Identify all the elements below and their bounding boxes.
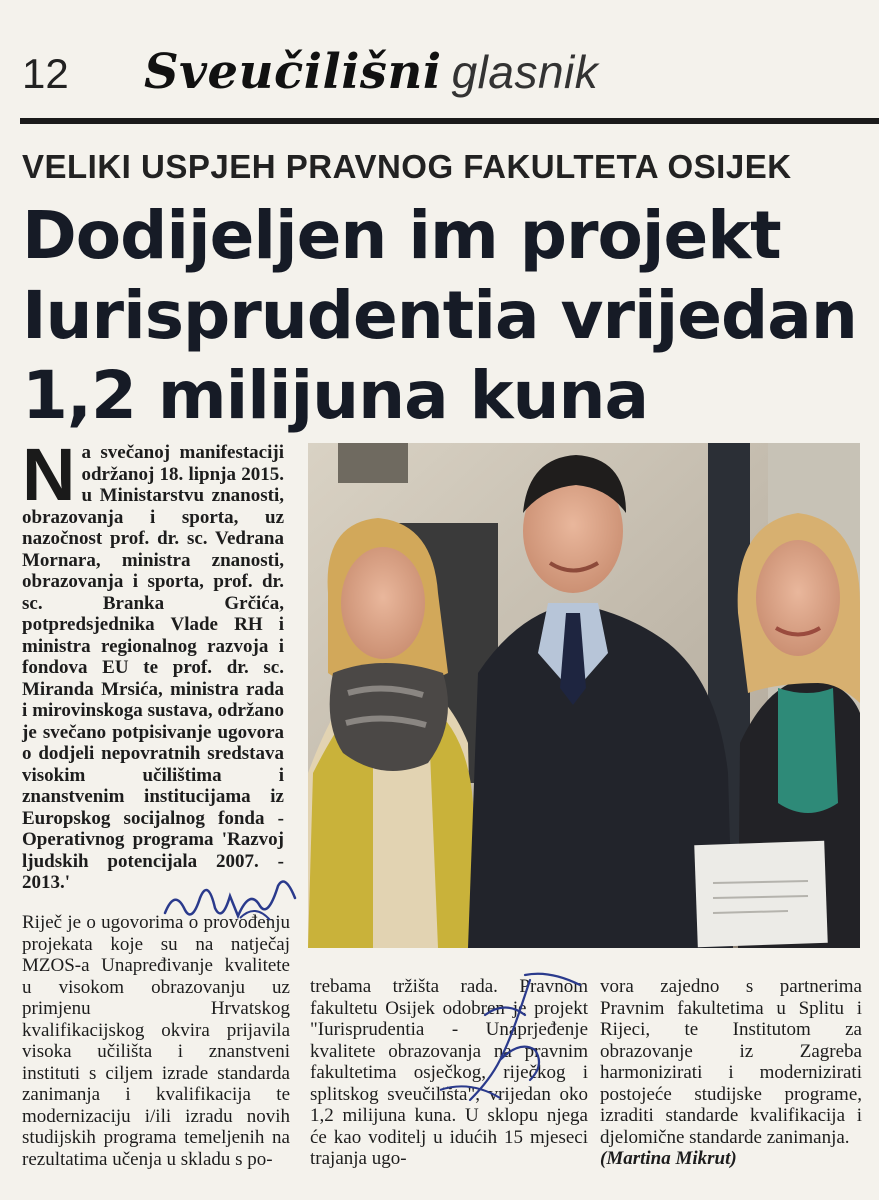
headline-line-2: Iurisprudentia vrijedan [22,277,857,354]
headline-line-1: Dodijeljen im projekt [22,197,781,274]
masthead [22,40,862,110]
lead-text: a svečanoj manifestaciji održanoj 18. lipnja 2015. u Ministarstvu znanosti, obrazovanja i sporta, uz nazočnost prof. dr. sc. Vedrana Mornara, ministra znanosti, obrazovanja i sporta, prof. dr. sc. Branka Grčića, potpredsjednika Vlade RH i ministra regionalnog razvoja i fondova EU te prof. dr. sc. Miranda Mrsića, ministra rada i mirovinskoga sustava, održano je svečano potpisivanje ugovora o dodjeli nepovratnih sredstava visokim učilištima i znanstvenim institucijama iz Europskog socijalnog fonda - Operativnog programa 'Razvoj ljudskih potencijala 2007. - 2013.' [22,442,284,893]
masthead-rule [20,118,879,124]
article-headline [22,196,872,436]
byline: (Martina Mikrut) [600,1148,737,1169]
lead-paragraph [22,433,284,894]
publication-title-bold: Sveučilišni [144,44,442,100]
column-2-text: trebama tržišta rada. Pravnom fakultetu Osijek odobren je projekt "Iurisprudentia - Unaprjeđenje kvalitete obrazovanja na pravnim fakultetima osječkog, riječkog i splitskog sveučilišta", vrijedan oko 1,2 milijuna kuna. U sklopu njega će kao voditelj u idućih 15 mjeseci trajanja ugo- [310,976,588,1169]
photo-illustration [308,443,860,948]
column-3-text: vora zajedno s partnerima Pravnim fakultetima u Splitu i Rijeci, te Institutom za obrazovanje iz Zagreba harmonizirati i modernizirati postojeće studijske programe, izraditi standarde kvalifikacija i djelomične standarde zanimanja. [600,976,862,1148]
dropcap: N [22,433,76,516]
article-kicker: VELIKI USPJEH PRAVNOG FAKULTETA OSIJEK [22,148,792,185]
publication-title [144,44,598,100]
column-1-text: Riječ je o ugovorima o provođenju projekata koje su na natječaj MZOS-a Unapređivanje kvalitete u visokom obrazovanju uz primjenu Hrvatskog kvalifikacijskog okvira prijavila visoka učilišta i znanstveni instituti s ciljem izrade standarda zanimanja i kvalifikacija te modernizaciju i/ili izradu novih studijskih programa temeljenih na rezultatima učenja u skladu s po- [22,912,290,1170]
publication-title-light: glasnik [451,46,599,98]
pen-scribble-mark [430,970,590,1110]
article-column-1 [22,912,290,1170]
headline-line-3: 1,2 milijuna kuna [22,357,649,434]
article-photo [308,443,860,948]
page-number: 12 [22,50,69,97]
article-column-3 [600,976,862,1170]
pen-signature-mark [160,868,310,928]
